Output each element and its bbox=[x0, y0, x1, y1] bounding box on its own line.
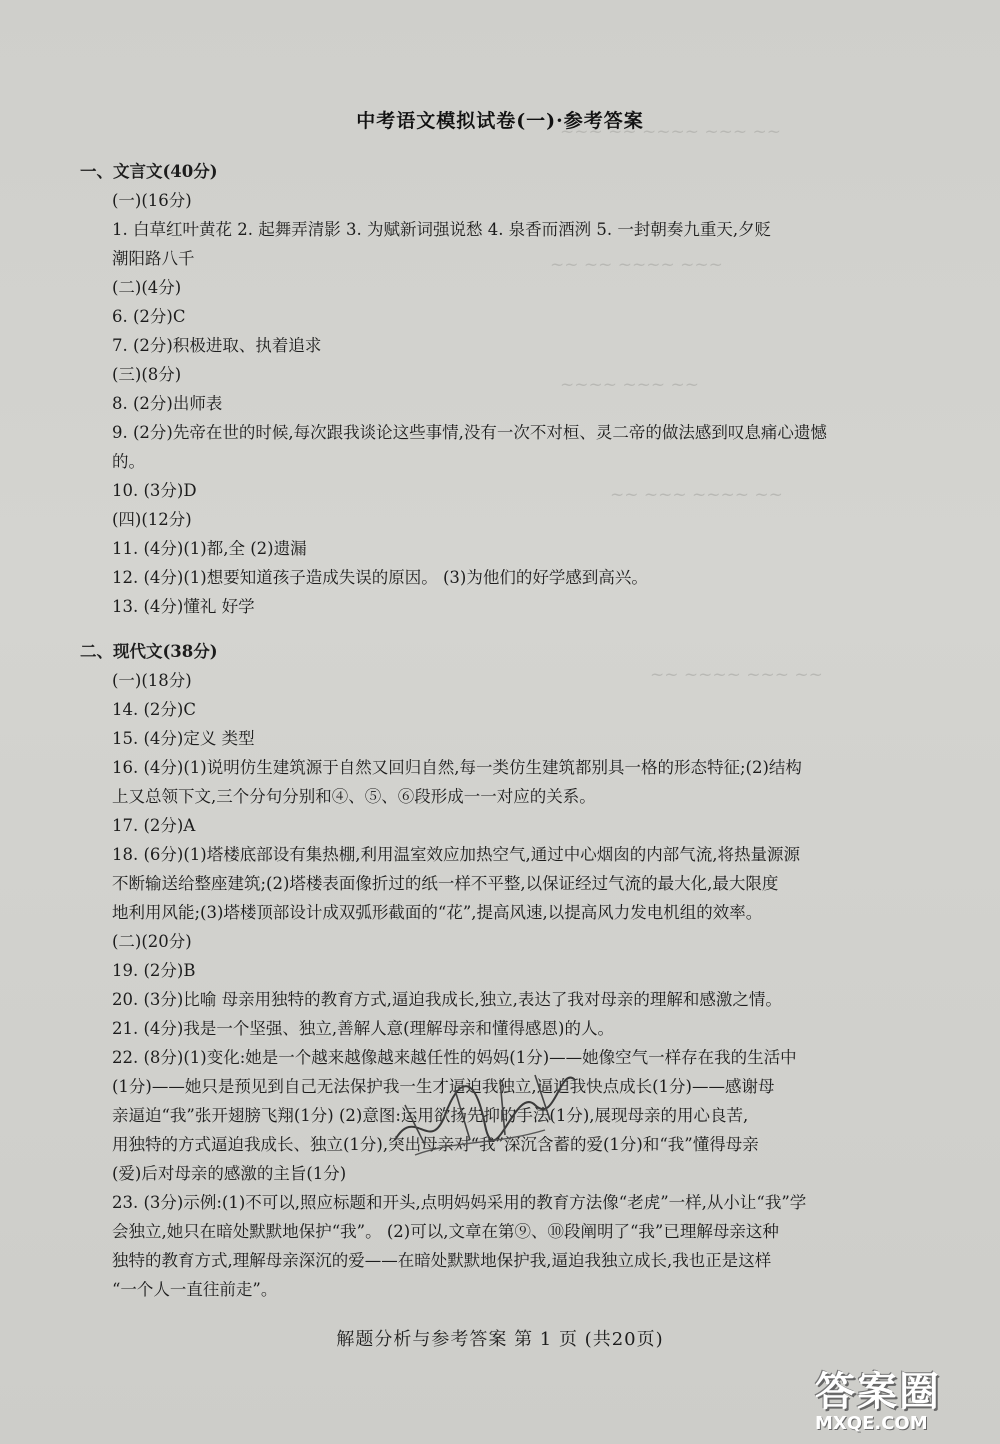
answer-line: 18. (6分)(1)塔楼底部设有集热棚,利用温室效应加热空气,通过中心烟囱的内部气流,将热量源源 bbox=[112, 845, 800, 864]
answer-line: 会独立,她只在暗处默默地保护“我”。 (2)可以,文章在第⑨、⑩段阐明了“我”已理解母亲这种 bbox=[112, 1222, 779, 1241]
spacer bbox=[86, 621, 916, 637]
answer-line: 17. (2分)A bbox=[112, 816, 196, 835]
section-heading: 一、文言文(40分) bbox=[80, 162, 218, 181]
bleed-through-text: ~~ ~~~~ ~~~ ~~ bbox=[650, 665, 823, 685]
answer-line: 11. (4分)(1)都,全 (2)遗漏 bbox=[112, 539, 307, 558]
answer-line: 亲逼迫“我”张开翅膀飞翔(1分) (2)意图:运用欲扬先抑的手法(1分),展现母亲的用心良苦, bbox=[112, 1106, 749, 1125]
answer-line: 13. (4分)懂礼 好学 bbox=[112, 597, 255, 616]
watermark-logo bbox=[815, 1360, 995, 1440]
answer-line: 10. (3分)D bbox=[112, 481, 197, 500]
answer-line: 21. (4分)我是一个坚强、独立,善解人意(理解母亲和懂得感恩)的人。 bbox=[112, 1019, 614, 1038]
answer-line: (1分)——她只是预见到自己无法保护我一生才逼迫我独立,逼迫我快点成长(1分)——感谢母 bbox=[112, 1077, 775, 1096]
bleed-through-text: ~~~ ~~ ~~~~ ~~~ ~~ bbox=[560, 122, 782, 142]
section-heading: 二、现代文(38分) bbox=[80, 642, 218, 661]
answer-line: 16. (4分)(1)说明仿生建筑源于自然又回归自然,每一类仿生建筑都别具一格的形态特征;(2)结构 bbox=[112, 758, 802, 777]
answer-line: 22. (8分)(1)变化:她是一个越来越像越来越任性的妈妈(1分)——她像空气一样存在我的生活中 bbox=[112, 1048, 797, 1067]
answer-line: 1. 白草红叶黄花 2. 起舞弄清影 3. 为赋新词强说愁 4. 泉香而酒洌 5. 一封朝奏九重天,夕贬 bbox=[112, 220, 772, 239]
page-footer: 解题分析与参考答案 第 1 页 (共20页) bbox=[336, 1329, 664, 1350]
answer-line: 8. (2分)出师表 bbox=[112, 394, 223, 413]
handwritten-scribble bbox=[385, 1045, 585, 1165]
answer-line: 7. (2分)积极进取、执着追求 bbox=[112, 336, 322, 355]
answer-line: 潮阳路八千 bbox=[112, 249, 195, 268]
answer-line: 6. (2分)C bbox=[112, 307, 186, 326]
answer-line: 用独特的方式逼迫我成长、独立(1分),突出母亲对“我”深沉含蓄的爱(1分)和“我”懂得母亲 bbox=[112, 1135, 759, 1154]
answer-line: 14. (2分)C bbox=[112, 700, 196, 719]
answer-line: 上又总领下文,三个分句分别和④、⑤、⑥段形成一一对应的关系。 bbox=[112, 787, 596, 806]
answer-line: (二)(20分) bbox=[112, 932, 192, 951]
answer-line: (一)(18分) bbox=[112, 671, 192, 690]
answer-line: (四)(12分) bbox=[112, 510, 192, 529]
answer-line: 的。 bbox=[112, 452, 145, 471]
answer-line: (二)(4分) bbox=[112, 278, 182, 297]
watermark-logo-domain: MXQE.COM bbox=[815, 1413, 928, 1434]
answer-line: 12. (4分)(1)想要知道孩子造成失误的原因。 (3)为他们的好学感到高兴。 bbox=[112, 568, 648, 587]
bleed-through-text: ~~ ~~~ ~~~~ ~~ bbox=[610, 485, 783, 505]
answer-line: 20. (3分)比喻 母亲用独特的教育方式,逼迫我成长,独立,表达了我对母亲的理解和感激之情。 bbox=[112, 990, 782, 1009]
answer-line: (三)(8分) bbox=[112, 365, 182, 384]
answer-line: 9. (2分)先帝在世的时候,每次跟我谈论这些事情,没有一次不对桓、灵二帝的做法感到叹息痛心遗憾 bbox=[112, 423, 827, 442]
answer-line: (爱)后对母亲的感激的主旨(1分) bbox=[112, 1164, 347, 1183]
answer-line: 23. (3分)示例:(1)不可以,照应标题和开头,点明妈妈采用的教育方法像“老虎”一样,从小让“我”学 bbox=[112, 1193, 807, 1212]
answer-line: 19. (2分)B bbox=[112, 961, 196, 980]
answer-line: 不断输送给整座建筑;(2)塔楼表面像折过的纸一样不平整,以保证经过气流的最大化,最大限度 bbox=[112, 874, 779, 893]
page-title: 中考语文模拟试卷(一)·参考答案 bbox=[356, 110, 644, 132]
answer-line: 独特的教育方式,理解母亲深沉的爱——在暗处默默地保护我,逼迫我独立成长,我也正是这样 bbox=[112, 1251, 772, 1270]
bleed-through-text: ~~ ~~ ~~~~ ~~~ bbox=[550, 255, 723, 275]
answer-line: (一)(16分) bbox=[112, 191, 192, 210]
answer-line: “一个人一直往前走”。 bbox=[112, 1280, 278, 1299]
answer-line: 15. (4分)定义 类型 bbox=[112, 729, 255, 748]
answer-line: 地利用风能;(3)塔楼顶部设计成双弧形截面的“花”,提高风速,以提高风力发电机组的效率。 bbox=[112, 903, 763, 922]
watermark-logo-text: 答案圈 bbox=[815, 1369, 941, 1415]
bleed-through-text: ~~~~ ~~~ ~~ bbox=[560, 375, 700, 395]
